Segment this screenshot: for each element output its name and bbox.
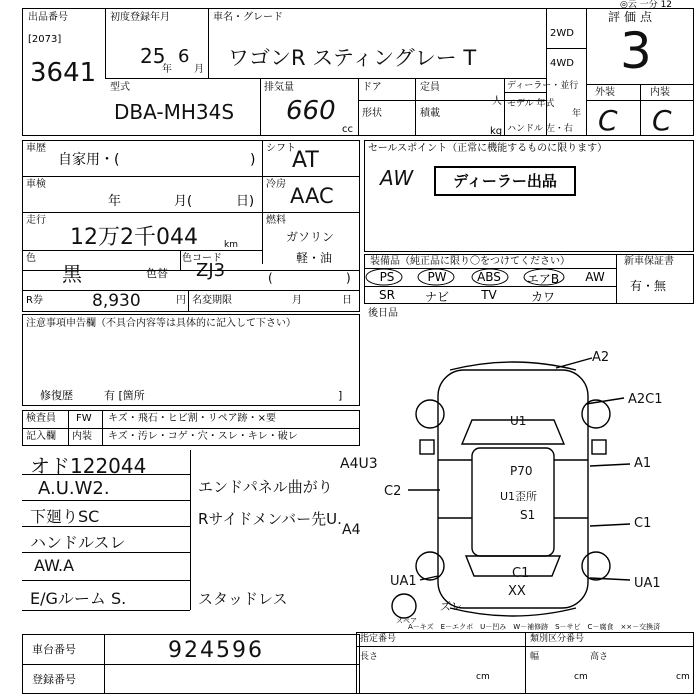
notes-label: 注意事項申告欄（不具合内容等は具体的に記入して下さい） <box>26 318 296 329</box>
model-label: 型式 <box>110 82 130 93</box>
equip-aw: AW <box>585 270 605 284</box>
dealer-badge: ディーラー出品 <box>434 166 576 196</box>
lot-code: [2073] <box>28 34 62 45</box>
mark-zure: ズレ <box>440 600 462 613</box>
top-right-note: ◎云 一分 12 <box>620 0 673 10</box>
color-label: 色 <box>26 253 36 264</box>
interior-value: C <box>652 104 672 137</box>
note-studless: スタッドレス <box>198 590 288 608</box>
sales-points-label: セールスポイント（正常に機能するものに限ります） <box>368 143 608 154</box>
lot-label: 出品番号 <box>28 12 68 23</box>
mark-right-rear: UA1 <box>634 576 661 591</box>
color-value: 黒 <box>62 262 82 286</box>
recycle-value: 8,930 <box>92 291 141 311</box>
note-engine-room: E/Gルーム S. <box>30 589 127 608</box>
shift-label: シフト <box>266 143 296 154</box>
first-reg-month-unit: 月 <box>194 64 204 75</box>
spare-label: スペア <box>396 617 417 625</box>
center-note-2: U1歪所 <box>500 490 538 503</box>
car-front-bumper <box>450 362 576 370</box>
import-label: ディーラー・並行 <box>507 81 579 91</box>
note-end-panel: エンドパネル曲がり <box>198 478 333 496</box>
fuel-option: 軽・油 <box>296 251 333 265</box>
name-change-label: 名変期限 <box>192 295 232 306</box>
year-unit: 年 <box>572 109 582 119</box>
ac-value: AAC <box>290 184 334 208</box>
mark-rear-xx: XX <box>508 584 526 599</box>
sales-points-handwritten: AW <box>380 166 414 190</box>
length-label: 長さ <box>360 652 379 662</box>
note-underbody: 下廻りSC <box>30 507 100 526</box>
note-odometer: オド122044 <box>30 454 147 478</box>
mark-rear-c1: C1 <box>512 566 530 581</box>
wheel-rr <box>582 552 610 580</box>
fuel-value: ガソリン <box>286 230 335 244</box>
note-side-member: Rサイドメンバー先U. <box>198 510 342 528</box>
equip-ps: PS <box>379 270 395 284</box>
circle-ps <box>366 269 402 285</box>
chassis-label: 車台番号 <box>32 643 76 656</box>
capacity-unit: 人 <box>492 96 502 107</box>
width-label: 幅 <box>530 652 540 662</box>
fuel-paren-close: ) <box>346 271 351 285</box>
inspector-interior: 内装 <box>72 431 92 442</box>
circle-pw <box>418 269 454 285</box>
fuel-label: 燃料 <box>266 215 286 226</box>
model-year-label: モデル 年式 <box>507 99 555 109</box>
warranty-value: 有・無 <box>630 279 667 293</box>
sales-frame <box>364 140 694 252</box>
history-close: ) <box>250 152 256 168</box>
mark-left-rear: UA1 <box>390 574 417 589</box>
mark-right-rear-door: C1 <box>634 516 652 531</box>
spec-number-label: 指定番号 <box>360 634 397 644</box>
mirror-right <box>592 440 606 454</box>
inspection-day: 日) <box>236 194 255 209</box>
reg-label: 登録番号 <box>32 673 76 686</box>
warranty-label: 新車保証書 <box>624 256 674 267</box>
model-value: DBA-MH34S <box>114 100 235 124</box>
wheel-rl <box>416 552 444 580</box>
mark-right-front-door: A1 <box>634 456 652 471</box>
displacement-unit: cc <box>342 124 353 135</box>
inspector-fw: FW <box>76 413 92 424</box>
chassis-value: 924596 <box>168 638 264 663</box>
interior-label: 内装 <box>650 87 670 98</box>
displacement-value: 660 <box>286 96 336 126</box>
name-change-day: 日 <box>342 295 352 306</box>
height-unit: cm <box>676 672 690 682</box>
lot-number: 3641 <box>30 58 97 88</box>
history-value: 自家用・( <box>58 152 120 168</box>
equip-sr: SR <box>379 288 395 302</box>
mileage-label: 走行 <box>26 215 46 226</box>
exterior-value: C <box>598 104 618 137</box>
note-steering: ハンドルスレ <box>30 533 126 552</box>
height-label: 高さ <box>590 652 609 662</box>
handle-label: ハンドル 左・右 <box>507 124 573 134</box>
drive-2wd: 2WD <box>550 28 574 39</box>
damage-legend: A－キズ E－エクボ U－凹み W－補修跡 S－サビ C－腐食 ××－交換済 <box>408 623 661 631</box>
wheel-fl <box>416 400 444 428</box>
shift-value: AT <box>292 148 319 173</box>
mark-front: A2 <box>592 350 610 365</box>
mark-a4u3: A4U3 <box>340 456 378 472</box>
color-code-label: 色コード <box>182 253 222 264</box>
car-rear-bumper <box>450 608 576 616</box>
shade-label: 色替 <box>146 267 168 280</box>
door-label: ドア <box>362 82 382 93</box>
shape-label: 形状 <box>362 108 382 119</box>
note-wheel: AW.A <box>34 556 75 575</box>
type-number-label: 類別区分番号 <box>530 634 585 644</box>
rating-label: 評価点 <box>608 10 657 24</box>
mileage-value: 12万2千044 <box>70 225 198 250</box>
rating-value: 3 <box>620 22 652 80</box>
repair-label: 修復歴 <box>40 389 73 402</box>
circle-abs <box>472 269 508 285</box>
history-label: 車歴 <box>26 143 46 154</box>
mark-front-right: A2C1 <box>628 392 663 407</box>
exterior-label: 外装 <box>595 87 615 98</box>
equipment-circles <box>364 266 616 288</box>
mirror-left <box>420 440 434 454</box>
center-note-1: P70 <box>510 464 533 478</box>
first-reg-month: 6 <box>178 46 190 67</box>
inspector-fw-text: キズ・飛石・ヒビ割・リペア跡・×要 <box>108 413 276 424</box>
mileage-unit: km <box>224 240 238 250</box>
first-reg-label: 初度登録年月 <box>110 12 170 23</box>
rear-label: 後日品 <box>368 308 398 319</box>
drive-4wd: 4WD <box>550 58 574 69</box>
car-name-value: ワゴンR スティングレー T <box>228 46 477 70</box>
spare-tire <box>392 594 416 618</box>
recycle-unit: 円 <box>176 295 186 306</box>
first-reg-year: 25 <box>140 44 166 68</box>
inspector-label-2: 記入欄 <box>26 431 56 442</box>
ac-label: 冷房 <box>266 179 286 190</box>
car-name-label: 車名・グレード <box>213 12 283 23</box>
first-reg-year-unit: 年 <box>162 64 172 75</box>
recycle-label: R券 <box>26 295 43 306</box>
note-damage: A.U.W2. <box>38 478 110 499</box>
equipment-label: 装備品（純正品に限り〇をつけてください） <box>370 256 570 267</box>
fuel-paren-open: ( <box>268 271 273 285</box>
inspection-month: 月( <box>174 194 193 209</box>
inspection-label: 車検 <box>26 179 46 190</box>
repair-close: ] <box>338 389 343 402</box>
circle-airbag <box>524 269 564 285</box>
color-code-value: ZJ3 <box>196 260 226 281</box>
inspector-label-1: 検査員 <box>26 413 56 424</box>
center-note-3: S1 <box>520 508 536 522</box>
equip-navi: ナビ <box>424 290 449 304</box>
mark-left-c2: C2 <box>384 484 402 499</box>
equip-airbag: エアB <box>526 272 560 286</box>
displacement-label: 排気量 <box>264 82 294 93</box>
capacity-label: 定員 <box>420 82 440 93</box>
equip-pw: PW <box>427 270 447 284</box>
mark-roof-u1: U1 <box>510 414 527 428</box>
name-change-month: 月 <box>292 295 302 306</box>
equip-tv: TV <box>481 288 497 302</box>
width-unit: cm <box>574 672 588 682</box>
load-unit: kg <box>490 126 503 137</box>
length-unit: cm <box>476 672 490 682</box>
inspector-interior-text: キズ・汚レ・コゲ・穴・スレ・キレ・破レ <box>108 431 298 442</box>
mark-a4: A4 <box>342 522 361 538</box>
equip-abs: ABS <box>477 270 501 284</box>
equip-leather: カワ <box>530 290 555 304</box>
load-label: 積載 <box>420 108 440 119</box>
repair-value: 有 [箇所 <box>104 389 145 402</box>
inspection-year: 年 <box>108 194 122 209</box>
